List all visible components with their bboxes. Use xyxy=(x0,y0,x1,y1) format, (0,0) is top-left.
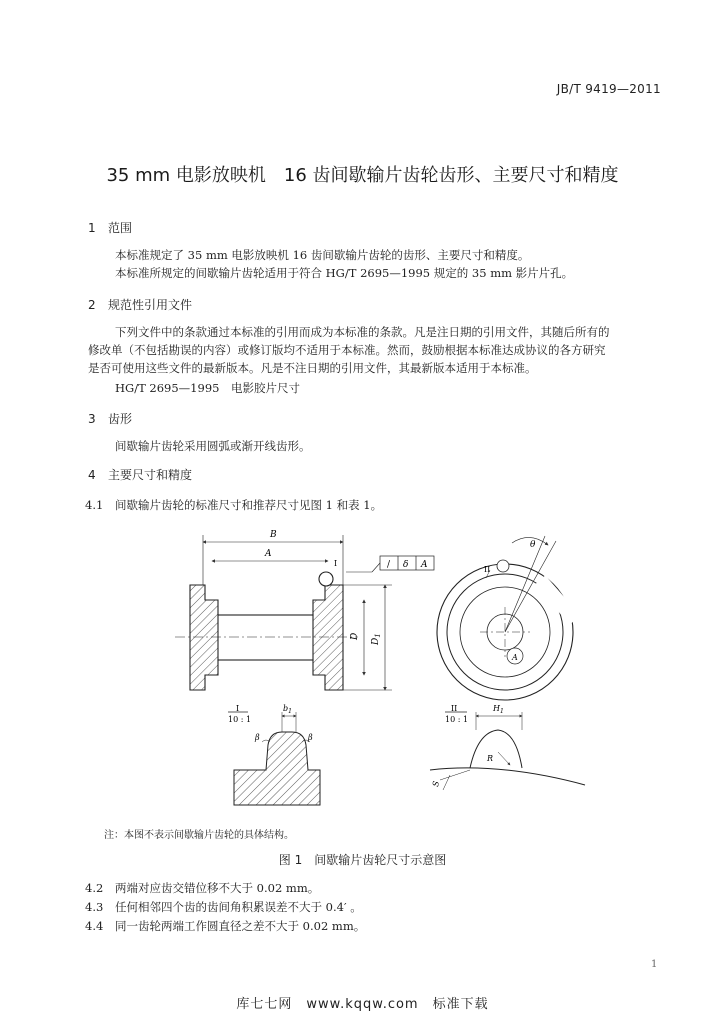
paragraph: 是否可使用这些文件的最新版本。凡是不注日期的引用文件，其最新版本适用于本标准。 xyxy=(88,361,537,375)
clause-text: 两端对应齿交错位移不大于 0.02 mm。 xyxy=(115,881,320,895)
tolerance-reference: A xyxy=(421,560,428,570)
dim-label-D: D xyxy=(350,632,360,640)
section-4-heading xyxy=(88,466,192,483)
clause-4-3 xyxy=(85,899,362,915)
side-section-view xyxy=(175,535,434,690)
clause-4-2 xyxy=(85,880,319,896)
tolerance-symbol: / xyxy=(387,560,391,570)
front-view xyxy=(437,536,575,700)
radius-label: R xyxy=(487,754,494,763)
clause-4-1 xyxy=(85,497,382,513)
figure-1-drawing xyxy=(170,525,590,820)
dim-label-B: B xyxy=(270,530,277,540)
document-title: 35 mm 电影放映机 16 齿间歇输片齿轮齿形、主要尺寸和精度 xyxy=(106,165,619,186)
figure-caption: 图 1 间歇输片齿轮尺寸示意图 xyxy=(278,853,447,867)
detail-I-scale: 10 : 1 xyxy=(228,715,252,724)
clause-4-4 xyxy=(85,918,365,934)
detail-I-view xyxy=(228,712,320,805)
section-1-heading xyxy=(88,219,132,236)
section-title: 范围 xyxy=(108,221,133,235)
section-number: 2 xyxy=(88,298,96,312)
angle-theta-label: θ xyxy=(530,540,536,550)
section-title: 主要尺寸和精度 xyxy=(108,468,193,482)
angle-beta-right: β xyxy=(308,733,313,742)
callout-II: II xyxy=(484,565,491,574)
dim-label-b1-main: b xyxy=(283,704,289,713)
dim-label-D1 xyxy=(371,633,382,646)
normative-reference: HG/T 2695—1995 电影胶片尺寸 xyxy=(115,381,300,395)
section-number: 1 xyxy=(88,221,96,235)
angle-beta-left: β xyxy=(255,733,260,742)
detail-II-number: II xyxy=(451,704,458,713)
paragraph: 修改单（不包括勘误的内容）或修订版均不适用于本标准。然而，鼓励根据本标准达成协议的各方研究 xyxy=(88,343,606,357)
detail-II-scale: 10 : 1 xyxy=(445,715,469,724)
clause-number: 4.1 xyxy=(85,498,104,512)
paragraph: 本标准规定了 35 mm 电影放映机 16 齿间歇输片齿轮的齿形、主要尺寸和精度。 xyxy=(115,248,530,262)
footer-watermark: 库七七网 www.kqqw.com 标准下载 xyxy=(236,997,489,1012)
section-title: 规范性引用文件 xyxy=(108,298,193,312)
datum-label: A xyxy=(512,653,518,662)
dim-label-D1-sub: 1 xyxy=(374,633,382,638)
section-number: 3 xyxy=(88,412,96,426)
dim-label-b1 xyxy=(283,704,292,715)
section-number: 4 xyxy=(88,468,96,482)
page-number: 1 xyxy=(651,959,658,970)
detail-I-number: I xyxy=(236,704,240,713)
dim-label-D1-main: D xyxy=(371,637,381,645)
dim-label-H1-sub: 1 xyxy=(499,708,504,715)
clause-number: 4.2 xyxy=(85,881,104,895)
clause-number: 4.3 xyxy=(85,900,104,914)
standard-code: JB/T 9419—2011 xyxy=(556,82,661,96)
figure-note: 注：本图不表示间歇输片齿轮的具体结构。 xyxy=(104,830,294,841)
paragraph: 下列文件中的条款通过本标准的引用而成为本标准的条款。凡是注日期的引用文件，其随后所有的 xyxy=(115,325,610,339)
dim-label-A: A xyxy=(265,549,272,559)
dim-label-b1-sub: 1 xyxy=(288,708,292,715)
dim-label-H1-main: H xyxy=(493,704,500,713)
section-3-heading xyxy=(88,410,132,427)
clause-number: 4.4 xyxy=(85,919,104,933)
dim-label-H1 xyxy=(492,704,504,715)
clause-text: 同一齿轮两端工作圆直径之差不大于 0.02 mm。 xyxy=(115,919,366,933)
callout-I: I xyxy=(334,559,338,568)
clause-text: 任何相邻四个齿的齿间角积累误差不大于 0.4′ 。 xyxy=(115,900,362,914)
tolerance-value: δ xyxy=(403,560,409,570)
dim-label-S: S xyxy=(431,780,441,788)
paragraph: 间歇输片齿轮采用圆弧或渐开线齿形。 xyxy=(115,439,311,453)
clause-text: 间歇输片齿轮的标准尺寸和推荐尺寸见图 1 和表 1。 xyxy=(115,498,383,512)
paragraph: 本标准所规定的间歇输片齿轮适用于符合 HG/T 2695—1995 规定的 35 mm 影片片孔。 xyxy=(115,266,574,280)
section-title: 齿形 xyxy=(108,412,133,426)
section-2-heading xyxy=(88,296,192,313)
